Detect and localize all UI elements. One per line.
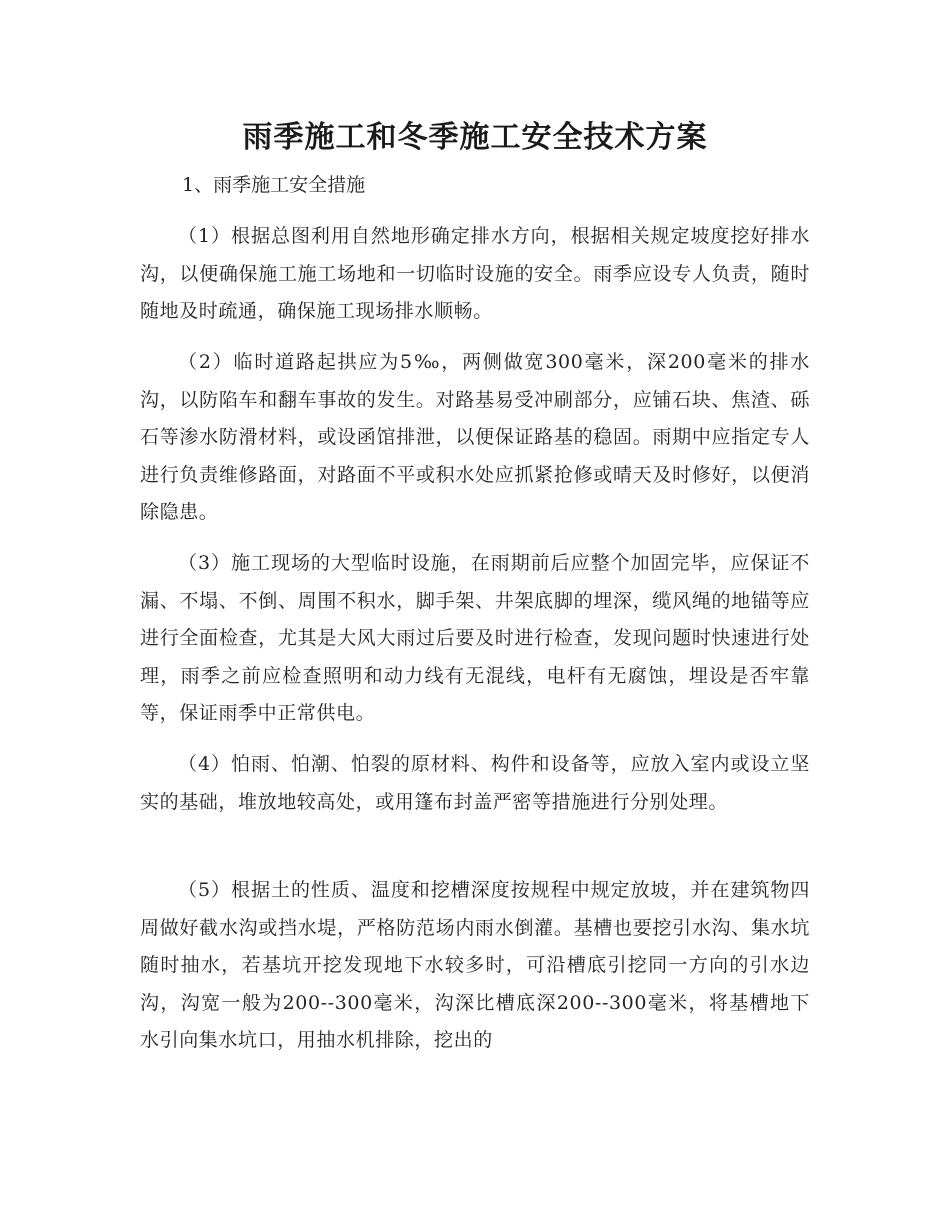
- section-heading: 1、雨季施工安全措施: [182, 174, 366, 196]
- paragraph-1: （1）根据总图利用自然地形确定排水方向，根据相关规定坡度挖好排水沟，以便确保施工施工场地和一切临时设施的安全。雨季应设专人负责，随时随地及时疏通，确保施工现场排水顺畅。: [140, 225, 810, 322]
- paragraph-2: （2）临时道路起拱应为5‰，两侧做宽300毫米，深200毫米的排水沟，以防陷车和翻车事故的发生。对路基易受冲刷部分，应铺石块、焦渣、砾石等渗水防滑材料，或设函馆排泄，以便保证路基的稳固。雨期中应指定专人进行负责维修路面，对路面不平或积水处应抓紧抢修或晴天及时修好，以便消除隐患。: [140, 351, 810, 523]
- document-title: 雨季施工和冬季施工安全技术方案: [242, 120, 708, 155]
- paragraph-4: （4）怕雨、怕潮、怕裂的原材料、构件和设备等，应放入室内或设立坚实的基础，堆放地较高处，或用篷布封盖严密等措施进行分别处理。: [140, 753, 810, 813]
- paragraph-5: （5）根据土的性质、温度和挖槽深度按规程中规定放坡，并在建筑物四周做好截水沟或挡水堤，严格防范场内雨水倒灌。基槽也要挖引水沟、集水坑随时抽水，若基坑开挖发现地下水较多时，可沿槽底引挖同一方向的引水边沟，沟宽一般为200--300毫米，沟深比槽底深200--300毫米，将基槽地下水引向集水坑口，用抽水机排除，挖出的: [140, 879, 810, 1051]
- paragraph-3: （3）施工现场的大型临时设施，在雨期前后应整个加固完毕，应保证不漏、不塌、不倒、周围不积水，脚手架、井架底脚的埋深，缆风绳的地锚等应进行全面检查，尤其是大风大雨过后要及时进行检查，发现问题时快速进行处理，雨季之前应检查照明和动力线有无混线，电杆有无腐蚀，埋设是否牢靠等，保证雨季中正常供电。: [140, 552, 810, 724]
